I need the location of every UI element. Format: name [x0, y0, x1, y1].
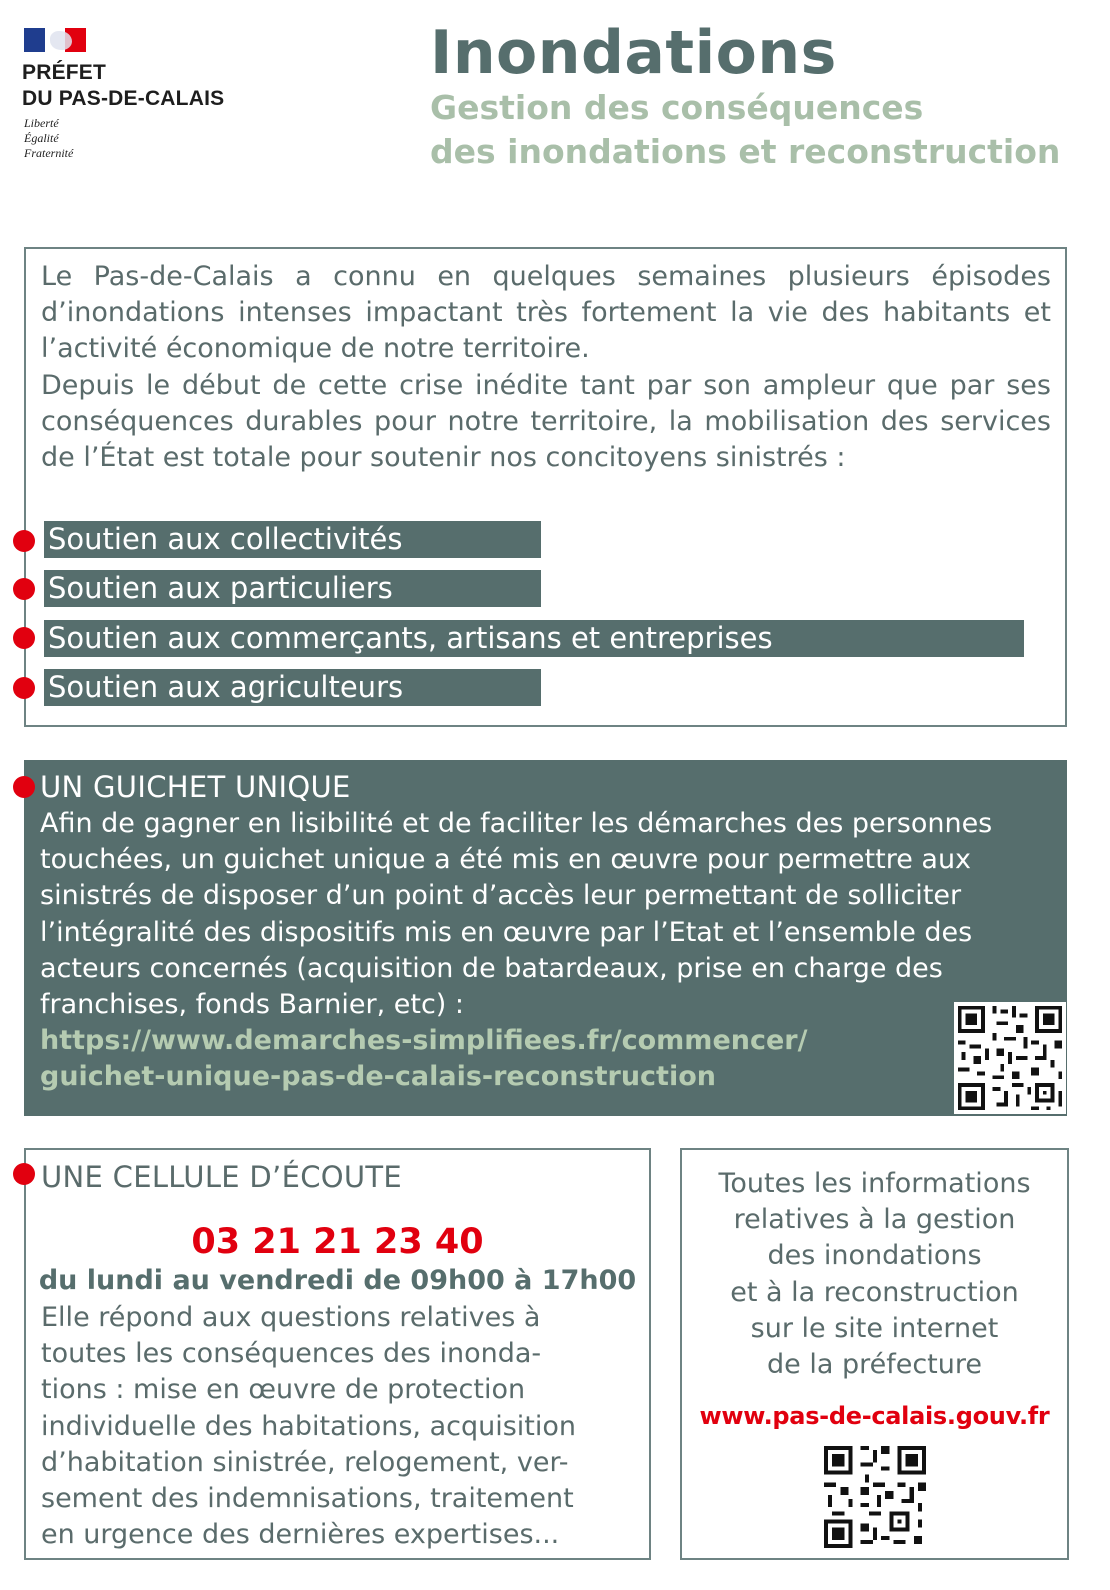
bullet-dot — [13, 1163, 35, 1185]
intro-text: Le Pas-de-Calais a connu en quelques semaines plusieurs épisodes d’inondations intenses impactant très fortement la vie des habitants et l’activité économique de notre territoire. Depuis le début de cette crise inédite tant par son ampleur que par ses conséquences durables pour notre territoire, la mobilisation des services de l’État est totale pour soutenir nos concitoyens sinistrés : — [41, 261, 1051, 474]
support-agriculteurs: Soutien aux agriculteurs — [44, 669, 541, 706]
bullet-dot — [13, 578, 35, 600]
marianne-flag-logo — [24, 28, 86, 52]
guichet-text: Afin de gagner en lisibilité et de faciliter les démarches des personnes touchées, un guichet unique a été mis en œuvre pour permettre aux sinistrés de disposer d’un point d’accès leur permettant de solliciter l’intégralité des dispositifs mis en œuvre par l’Etat et l’ensemble des acteurs concernés (acquisition de batardeaux, prise en charge des franchises, fonds Barnier, etc) : — [40, 808, 993, 1021]
guichet-title: UN GUICHET UNIQUE — [40, 770, 351, 804]
support-entreprises: Soutien aux commerçants, artisans et entreprises — [44, 620, 1024, 657]
cellule-title: UNE CELLULE D’ÉCOUTE — [41, 1160, 403, 1194]
qr-code-guichet[interactable] — [954, 1002, 1066, 1114]
prefet-label: PRÉFET DU PAS-DE-CALAIS — [22, 61, 225, 110]
guichet-link[interactable]: https://www.demarches-simplifiees.fr/commencer/ guichet-unique-pas-de-calais-reconstruction — [40, 1025, 808, 1093]
cellule-phone[interactable]: 03 21 21 23 40 — [191, 1222, 484, 1262]
qr-code-site[interactable] — [824, 1446, 926, 1548]
devise: Liberté Égalité Fraternité — [24, 116, 74, 160]
support-particuliers: Soutien aux particuliers — [44, 570, 541, 607]
cellule-hours: du lundi au vendredi de 09h00 à 17h00 — [38, 1265, 637, 1296]
cellule-text: Elle répond aux questions relatives à toutes les conséquences des inonda- tions : mise en œuvre de protection individuelle des habitations, acquisition d’habitation sinistrée, relogement, ver- sement des indemnisations, traitement en urgence des dernières expertises... — [41, 1302, 577, 1551]
bullet-dot — [13, 530, 35, 552]
prefecture-url[interactable]: www.pas-de-calais.gouv.fr — [699, 1402, 1050, 1430]
bullet-dot — [13, 677, 35, 699]
support-collectivites: Soutien aux collectivités — [44, 521, 541, 558]
bullet-dot — [13, 776, 35, 798]
page-subtitle: Gestion des conséquences des inondations et reconstruction — [430, 88, 1061, 171]
info-text: Toutes les informations relatives à la gestion des inondations et à la reconstruction sur le site internet de la préfecture — [718, 1168, 1031, 1381]
bullet-dot — [13, 627, 35, 649]
page-title: Inondations — [430, 18, 837, 88]
